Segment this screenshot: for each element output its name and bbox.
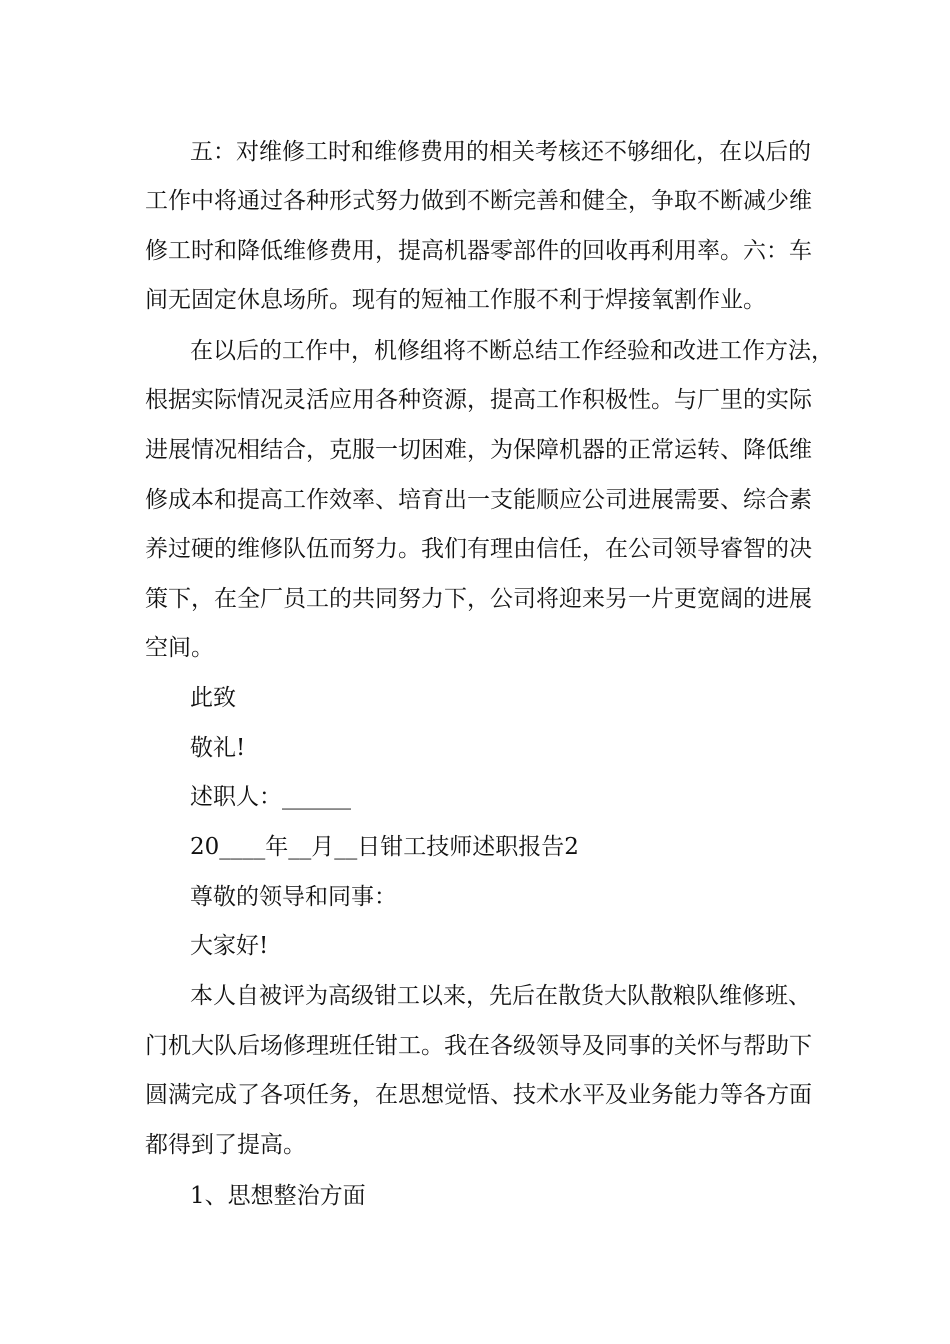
paragraph-line: 进展情况相结合，克服一切困难，为保障机器的正常运转、降低维 <box>145 437 812 463</box>
greeting-hello: 大家好! <box>190 933 269 959</box>
paragraph-line: 都得到了提高。 <box>145 1132 306 1158</box>
closing-salutation: 此致 <box>190 685 236 711</box>
paragraph-line: 在以后的工作中，机修组将不断总结工作经验和改进工作方法， <box>190 338 834 364</box>
paragraph-line: 圆满完成了各项任务，在思想觉悟、技术水平及业务能力等各方面 <box>145 1082 812 1108</box>
paragraph-line: 修工时和降低维修费用，提高机器零部件的回收再利用率。六：车 <box>145 238 812 264</box>
date-and-report-title: 20____年__月__日钳工技师述职报告2 <box>190 834 579 860</box>
paragraph-line: 根据实际情况灵活应用各种资源，提高工作积极性。与厂里的实际 <box>145 387 812 413</box>
paragraph-line: 间无固定休息场所。现有的短袖工作服不利于焊接氧割作业。 <box>145 287 766 313</box>
section-heading: 1、思想整治方面 <box>190 1183 366 1209</box>
greeting-recipients: 尊敬的领导和同事： <box>190 884 397 910</box>
paragraph-line: 本人自被评为高级钳工以来，先后在散货大队散粮队维修班、 <box>190 983 811 1009</box>
paragraph-line: 五：对维修工时和维修费用的相关考核还不够细化，在以后的 <box>190 139 811 165</box>
paragraph-line: 养过硬的维修队伍而努力。我们有理由信任，在公司领导睿智的决 <box>145 536 812 562</box>
paragraph-line: 修成本和提高工作效率、培育出一支能顺应公司进展需要、综合素 <box>145 487 812 513</box>
paragraph-line: 空间。 <box>145 635 214 661</box>
signer-line: 述职人：______ <box>190 784 351 810</box>
paragraph-line: 门机大队后场修理班任钳工。我在各级领导及同事的关怀与帮助下 <box>145 1033 812 1059</box>
paragraph-line: 工作中将通过各种形式努力做到不断完善和健全，争取不断减少维 <box>145 188 812 214</box>
paragraph-line: 策下，在全厂员工的共同努力下，公司将迎来另一片更宽阔的进展 <box>145 586 812 612</box>
closing-regards: 敬礼! <box>190 735 246 761</box>
